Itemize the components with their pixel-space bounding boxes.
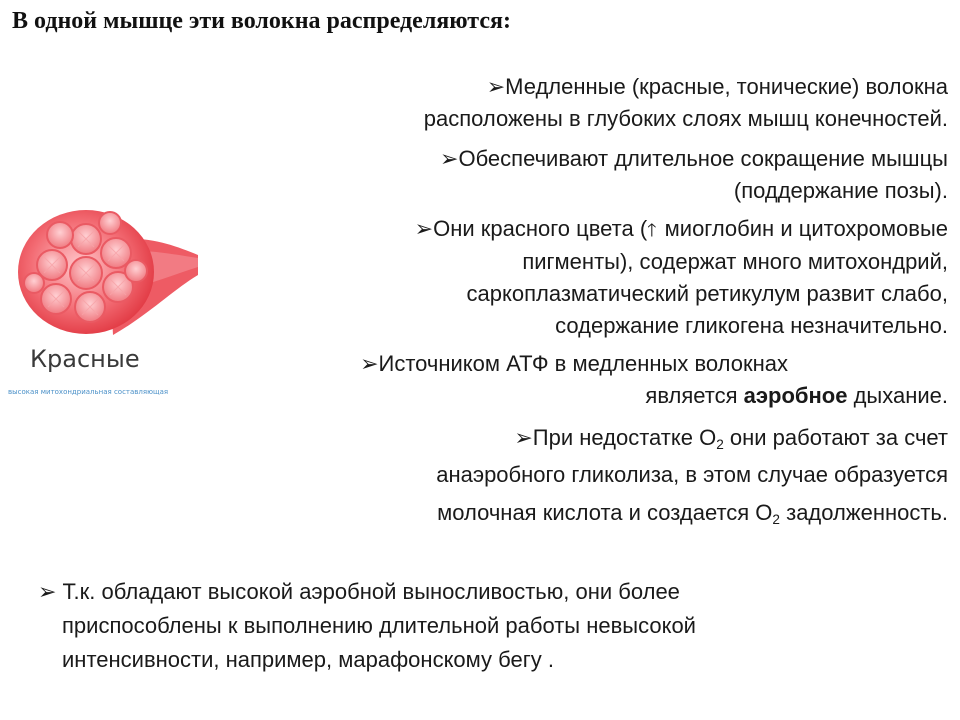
text-line: Источником АТФ в медленных волокнах <box>378 351 788 376</box>
text-line: Медленные (красные, тонические) волокна <box>505 74 948 99</box>
emphasis-text: аэробное <box>743 383 848 408</box>
text-line: задолженность. <box>780 500 948 525</box>
text-line: саркоплазматический ретикулум развит слабо, <box>466 281 948 306</box>
bullet-long-contraction <box>440 143 948 207</box>
text-line: (поддержание позы). <box>733 178 948 203</box>
text-line: они работают за счет <box>723 425 948 450</box>
text-line: интенсивности, например, марафонскому бегу . <box>62 647 554 672</box>
subscript: 2 <box>716 437 724 453</box>
slide-title: В одной мышце эти волокна распределяются: <box>12 8 512 34</box>
bullet-arrow-icon: ➢ <box>486 74 506 99</box>
figure-subcaption: высокая митохондриальная составляющая <box>8 388 169 396</box>
subscript: 2 <box>772 512 780 528</box>
text-line: молочная кислота и создается О <box>437 500 773 525</box>
text-line: содержание гликогена незначительно. <box>555 313 948 338</box>
red-muscle-fiber-illustration <box>8 195 203 405</box>
text-line: миоглобин и цитохромовые <box>658 216 948 241</box>
up-arrow-icon: 🡑 <box>647 220 657 240</box>
bullet-arrow-icon: ➢ <box>38 579 57 604</box>
bullet-oxygen-deficit <box>436 420 948 532</box>
text-line: Т.к. обладают высокой аэробной выносливостью, они более <box>56 579 680 604</box>
text-line: дыхание. <box>847 383 948 408</box>
text-line: расположены в глубоких слоях мышц конечностей. <box>423 106 948 131</box>
text-line: является <box>645 383 744 408</box>
summary-bullet <box>38 575 918 677</box>
text-line: Они красного цвета ( <box>433 216 648 241</box>
bullet-arrow-icon: ➢ <box>414 216 434 241</box>
bullet-red-color <box>415 213 948 342</box>
bullet-atp-source <box>360 348 948 412</box>
text-line: приспособлены к выполнению длительной работы невысокой <box>62 613 696 638</box>
bullet-slow-fibers <box>424 71 948 135</box>
figure-caption: Красные <box>30 345 140 373</box>
text-line: анаэробного гликолиза, в этом случае образуется <box>436 462 948 487</box>
bullet-arrow-icon: ➢ <box>514 425 533 450</box>
text-line: Обеспечивают длительное сокращение мышцы <box>458 146 948 171</box>
bullet-arrow-icon: ➢ <box>440 146 459 171</box>
text-line: При недостатке О <box>532 425 717 450</box>
bullet-arrow-icon: ➢ <box>360 351 379 376</box>
text-line: пигменты), содержат много митохондрий, <box>522 249 948 274</box>
